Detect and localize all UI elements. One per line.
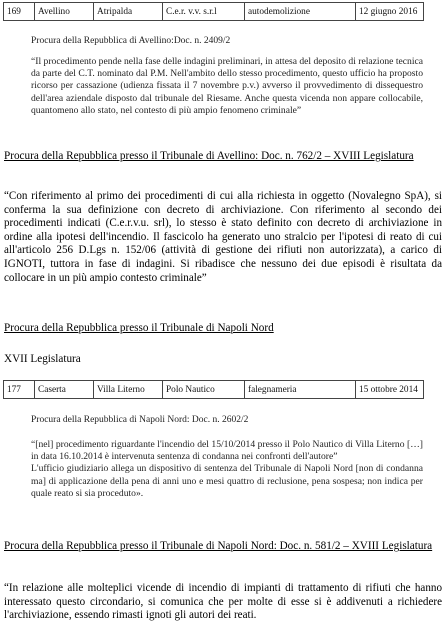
source-caption-2: Procura della Repubblica di Napoli Nord: Doc. n. 2602/2 — [31, 415, 249, 425]
record-province: Avellino — [35, 3, 94, 21]
quote-block-2: “Con riferimento al primo dei procedimenti di cui alla richiesta in oggetto (Novalegno SpA), si conferma la sua definizione con decreto di archiviazione. Con riferimento al secondo dei procedimenti indicati (C.e.r.v.u. srl), lo stesso è stato definito con decreto di archiviazione in ordine alla ipotesi dell'incendio. Il fascicolo ha generato uno stralcio per l'ipotesi di reato di cui all'articolo 256 D.Lgs n. 152/06 (attività di gestione dei rifiuti non autorizzata), a carico di IGNOTI, tuttora in fase di indagini. Si ribadisce che nessuno dei due episodi è risultata da collocare in un più ampio contesto criminale” — [4, 190, 442, 284]
section-heading-napoli-nord: Procura della Repubblica presso il Tribunale di Napoli Nord — [4, 322, 274, 334]
record-municipality: Villa Literno — [94, 381, 163, 399]
record-company: C.e.r. v.v. s.r.l — [163, 3, 245, 21]
section-heading-avellino: Procura della Repubblica presso il Tribunale di Avellino: Doc. n. 762/2 – XVIII Legislatura — [4, 150, 414, 162]
record-activity: autodemolizione — [245, 3, 356, 21]
quote-block-3 — [31, 439, 423, 500]
section-heading-napoli-nord-doc: Procura della Repubblica presso il Tribunale di Napoli Nord: Doc. n. 581/2 – XVIII Legislatura — [4, 540, 433, 552]
quote-block-1: “Il procedimento pende nella fase delle indagini preliminari, in attesa del deposito di relazione tecnica da parte del C.T. nominato dal P.M. Nell'ambito dello stesso procedimento, questo ufficio ha proposto ricorso per cassazione (udienza fissata il 7 novembre p.v.) avverso il provvedimento di dissequestro dell'area aziendale disposto dal tribunale del Riesame. Anche questa vicenda non appare collocabile, quantomeno allo stato, nel contesto di più ampio fenomeno criminale” — [31, 56, 423, 116]
record-activity: falegnameria — [245, 381, 356, 399]
record-province: Caserta — [35, 381, 94, 399]
quote-paragraph: “[nel] procedimento riguardante l'incendio del 15/10/2014 presso il Polo Nautico di Villa Literno […] in data 16.10.2014 è intervenuta sentenza di condanna nei confronti dell'autore” — [31, 439, 423, 463]
record-table-1 — [3, 2, 424, 21]
table-row — [4, 3, 424, 21]
record-municipality: Atripalda — [94, 3, 163, 21]
record-date: 15 ottobre 2014 — [356, 381, 424, 399]
table-row — [4, 381, 424, 399]
record-number: 177 — [4, 381, 35, 399]
record-company: Polo Nautico — [163, 381, 245, 399]
record-date: 12 giugno 2016 — [356, 3, 424, 21]
record-number: 169 — [4, 3, 35, 21]
quote-block-4: “In relazione alle molteplici vicende di incendio di impianti di trattamento di rifiuti che hanno interessato questo circondario, si comunica che per molte di esse si è addivenuti a richiedere l'archiviazione, essendo rimasti ignoti gli autori dei reati. — [4, 582, 442, 622]
record-table-2 — [3, 380, 424, 399]
quote-paragraph: L'ufficio giudiziario allega un dispositivo di sentenza del Tribunale di Napoli Nord [non di condanna ma] di applicazione della pena di anni uno e mesi quattro di reclusione, pena sospesa; non indica per quale reato si sia proceduto». — [31, 463, 423, 499]
source-caption-1: Procura della Repubblica di Avellino:Doc. n. 2409/2 — [31, 36, 231, 46]
legislature-label: XVII Legislatura — [4, 353, 81, 365]
